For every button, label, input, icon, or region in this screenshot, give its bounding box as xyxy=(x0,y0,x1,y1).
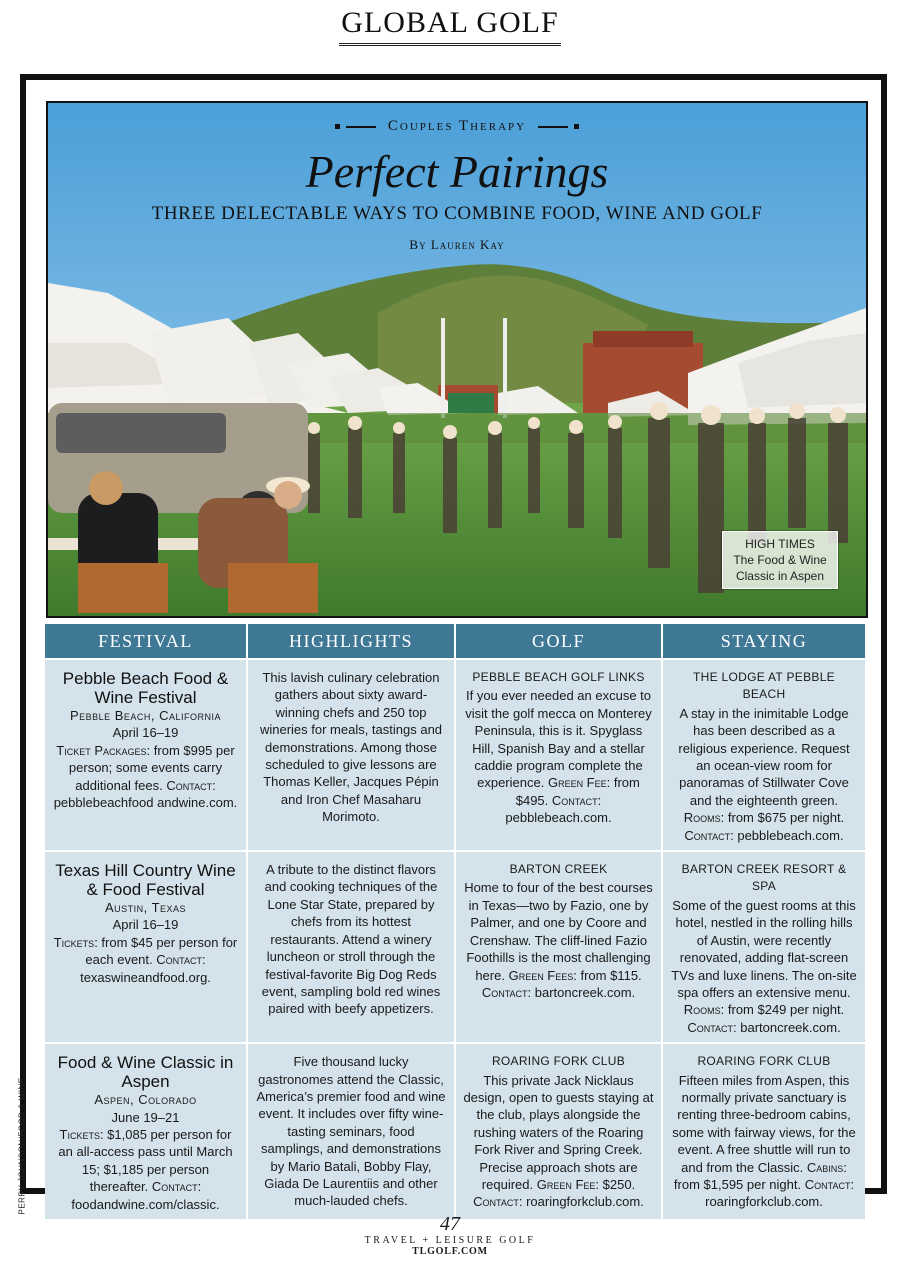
publication-url: TLGOLF.COM xyxy=(412,1246,488,1257)
fee-text: : $250. xyxy=(595,1176,636,1192)
hotel-name: BARTON CREEK RESORT & SPA xyxy=(681,862,847,894)
contact-label: Contact xyxy=(687,1019,734,1035)
contact-text: : pebblebeach.com. xyxy=(505,792,612,826)
section-title: GLOBAL GOLF xyxy=(339,6,560,46)
caption-heading: HIGH TIMES xyxy=(745,537,815,551)
hotel-description: Some of the guest rooms at this hotel, nestled in the rolling hills of Austin, were recently renovated, adding flat-screen TVs and luxe linens. The on-site spa offers an extensive menu. xyxy=(671,897,857,1000)
festival-name: Texas Hill Country Wine & Food Festival xyxy=(55,861,236,900)
festival-table xyxy=(45,624,865,1219)
golf-cell xyxy=(455,851,662,1043)
staying-cell xyxy=(662,659,865,851)
hotel-name: ROARING FORK CLUB xyxy=(697,1054,831,1069)
contact-label: Contact xyxy=(151,1179,198,1195)
column-header-festival: FESTIVAL xyxy=(45,624,247,659)
festival-cell xyxy=(45,851,247,1043)
hotel-description: A stay in the inimitable Lodge has been described as a religious experience. Request an ocean-view room for panoramas of Stillwater Cove and the eighteenth green. xyxy=(678,705,850,808)
festival-location: Aspen, Colorado xyxy=(94,1092,197,1108)
contact-text: : pebblebeachfood andwine.com. xyxy=(53,777,238,811)
hotel-description: Fifteen miles from Aspen, this normally private sanctuary is renting three-bedroom cabins, some with fairway views, for the event. A free shuttle will run to and from the Classic. xyxy=(672,1072,856,1175)
rate-label: Rooms xyxy=(683,1002,721,1018)
contact-label: Contact xyxy=(473,1194,519,1210)
festival-details xyxy=(52,1126,239,1213)
festival-details xyxy=(52,742,239,812)
fee-text: : from $495. xyxy=(515,775,640,808)
rate-text: : from $1,595 per night. xyxy=(673,1159,847,1192)
contact-text: : roaringforkclub.com. xyxy=(518,1194,644,1210)
contact-label: Contact xyxy=(481,984,528,1000)
price-text: : from $995 per person; some events carry additional fees. xyxy=(68,742,235,793)
page-footer xyxy=(0,1214,900,1257)
festival-dates: June 19–21 xyxy=(111,1109,180,1125)
section-header xyxy=(0,6,900,46)
golf-description: This private Jack Nicklaus design, open to guests staying at the club, plays alongside the rushing waters of the Roaring Fork River and Spring Creek. Precise approach shots are required. xyxy=(463,1072,654,1192)
caption-line: The Food & Wine xyxy=(733,553,827,567)
photo-credit: PERRY JOHNSON/FOOD & WINE xyxy=(17,1077,27,1215)
staying-cell xyxy=(662,1043,865,1219)
festival-name: Food & Wine Classic in Aspen xyxy=(57,1053,234,1092)
contact-label: Contact xyxy=(684,827,731,843)
golf-cell xyxy=(455,1043,662,1219)
highlights-cell: This lavish culinary celebration gathers about sixty award-winning chefs and 250 top wineries for meals, tastings and demonstrations. Among those scheduled to give lessons are Thomas Keller, Jacques Pépin and Iron Chef Masaharu Morimoto. xyxy=(247,659,455,851)
fee-label: Green Fee xyxy=(536,1176,596,1192)
kicker-ornament-left xyxy=(335,124,340,129)
kicker xyxy=(48,118,866,135)
festival-dates: April 16–19 xyxy=(112,725,179,741)
fee-text: : from $115. xyxy=(573,967,642,983)
contact-text: : pebblebeach.com. xyxy=(730,827,844,843)
golf-course-name: ROARING FORK CLUB xyxy=(491,1054,626,1069)
contact-text: : bartoncreek.com. xyxy=(527,984,636,1000)
rate-label: Cabins xyxy=(806,1159,844,1175)
festival-location: Austin, Texas xyxy=(104,900,187,916)
hotel-name: THE LODGE AT PEBBLE BEACH xyxy=(693,670,835,702)
hero-photo xyxy=(46,101,868,618)
kicker-ornament-right xyxy=(574,124,579,129)
fee-label: Green Fees xyxy=(508,967,574,983)
contact-label: Contact xyxy=(156,952,202,968)
contact-text: : texaswineandfood.org. xyxy=(80,952,211,985)
festival-location: Pebble Beach, California xyxy=(69,708,222,723)
price-text: : from $45 per person for each event. xyxy=(85,934,238,968)
column-header-highlights: HIGHLIGHTS xyxy=(247,624,455,659)
rate-text: : from $675 per night. xyxy=(720,810,845,826)
contact-label: Contact xyxy=(551,792,598,808)
festival-dates: April 16–19 xyxy=(112,917,179,933)
golf-description: If you ever needed an excuse to visit the golf mecca on Monterey Peninsula, this is it. Spyglass Hill, Spanish Bay and a stellar caddie program complete the experience. xyxy=(465,688,652,791)
column-header-golf: GOLF xyxy=(455,624,662,659)
kicker-rule-left xyxy=(346,126,376,128)
table-row xyxy=(45,1043,865,1219)
highlights-cell: Five thousand lucky gastronomes attend the Classic, America’s premier food and wine event. It includes over fifty wine-tasting seminars, food samplings, and demonstrations by Mario Batali, Bobby Flay, Giada De Laurentiis and other much-lauded chefs. xyxy=(247,1043,455,1219)
table-row xyxy=(45,659,865,851)
rate-label: Rooms xyxy=(683,810,721,826)
article-subtitle: THREE DELECTABLE WAYS TO COMBINE FOOD, WINE AND GOLF xyxy=(151,203,763,224)
kicker-text: Couples Therapy xyxy=(387,118,527,134)
fee-label: Green Fee xyxy=(547,775,607,791)
article-title: Perfect Pairings xyxy=(305,146,609,197)
festival-details xyxy=(52,934,239,986)
kicker-rule-right xyxy=(538,126,568,128)
publication-name: TRAVEL + LEISURE GOLF xyxy=(364,1235,536,1246)
golf-description: Home to four of the best courses in Texas—two by Fazio, one by Palmer, and one by Coore and Crenshaw. The cliff-lined Fazio Foothills is the most challenging here. xyxy=(464,880,653,983)
staying-cell xyxy=(662,851,865,1043)
rate-text: : from $249 per night. xyxy=(720,1002,845,1018)
festival-name: Pebble Beach Food & Wine Festival xyxy=(62,669,229,707)
photo-caption xyxy=(722,531,838,589)
contact-text: : roaringforkclub.com. xyxy=(705,1176,855,1210)
caption-line: Classic in Aspen xyxy=(735,569,825,583)
price-label: Ticket Packages xyxy=(56,742,147,758)
price-label: Tickets xyxy=(53,934,95,950)
festival-cell xyxy=(45,1043,247,1219)
contact-label: Contact xyxy=(804,1176,851,1192)
article-byline: By Lauren Kay xyxy=(409,237,505,252)
festival-cell xyxy=(45,659,247,851)
price-label: Tickets xyxy=(59,1126,100,1142)
golf-course-name: PEBBLE BEACH GOLF LINKS xyxy=(472,670,645,684)
contact-text: : bartoncreek.com. xyxy=(733,1019,841,1035)
page-number: 47 xyxy=(440,1213,460,1235)
contact-text: : foodandwine.com/classic. xyxy=(71,1179,220,1212)
golf-cell xyxy=(455,659,662,851)
table-row xyxy=(45,851,865,1043)
golf-course-name: BARTON CREEK xyxy=(509,862,608,877)
highlights-cell: A tribute to the distinct flavors and cooking techniques of the Lone Star State, prepared by chefs from its hottest restaurants. Attend a winery luncheon or stroll through the festival-favorite Big Dog Reds event, sampling bold red wines paired with beefy appetizers. xyxy=(247,851,455,1043)
price-text: : $1,085 per person for an all-access pass until March 15; $1,185 per person thereafter. xyxy=(58,1126,233,1195)
column-header-staying: STAYING xyxy=(662,624,865,659)
contact-label: Contact xyxy=(166,777,213,793)
table-header-row xyxy=(45,624,865,659)
